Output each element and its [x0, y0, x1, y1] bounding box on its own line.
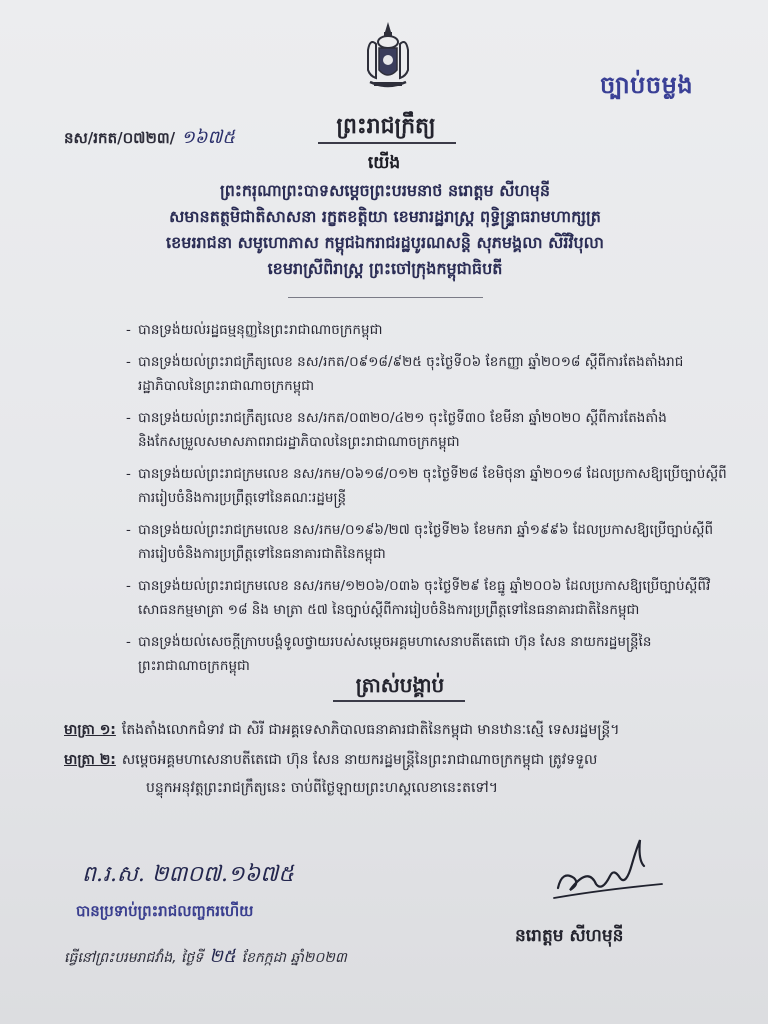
article-text: សម្តេចអគ្គមហាសេនាបតីតេជោ ហ៊ុន សែន នាយករដ្ឋមន្ត្រីនៃព្រះរាជាណាចក្រកម្ពុជា ត្រូវទទួល [121, 752, 598, 768]
clause-item: - បានទ្រង់យល់រដ្ឋធម្មនុញ្ញនៃព្រះរាជាណាចក្រកម្ពុជា [126, 322, 383, 338]
clause-item: - បានទ្រង់យល់ព្រះរាជក្រឹត្យលេខ នស/រកត/០៩១៨/៩២៥ ចុះថ្ងៃទី០៦ ខែកញ្ញា ឆ្នាំ២០១៨ ស្តីពីការតែងតាំងរាជរដ្ឋាភិបាលនៃព្រះរាជាណាចក្រកម្ពុជា [126, 354, 684, 394]
article-2 [64, 746, 744, 802]
royal-titles [120, 178, 650, 282]
clause-text: បានទ្រង់យល់រដ្ឋធម្មនុញ្ញនៃព្រះរាជាណាចក្រកម្ពុជា [138, 322, 383, 338]
royal-title-line: សមានតត្ថមិជាតិសាសនា រក្ខតខត្តិយា ខេមរារដ្ឋរាស្ត្រ ពុទ្ធិន្ទ្រាធរាមហាក្សត្រ [169, 207, 601, 226]
page-title: ព្រះរាជក្រឹត្យ [336, 114, 436, 139]
royal-title-line: ព្រះករុណាព្រះបាទសម្តេចព្រះបរមនាថ នរោត្តម សីហមុនី [219, 181, 551, 200]
clause-text: បានទ្រង់យល់សេចក្តីក្រាបបង្គំទូលថ្វាយរបស់សម្តេចអគ្គមហាសេនាបតីតេជោ ហ៊ុន សែន នាយករដ្ឋមន្ត្រីនៃព្រះរាជាណាចក្រកម្ពុជា [138, 634, 652, 674]
preamble-clauses [128, 318, 728, 686]
clause-text: បានទ្រង់យល់ព្រះរាជក្រឹត្យលេខ នស/រកត/០៩១៨/៩២៥ ចុះថ្ងៃទី០៦ ខែកញ្ញា ឆ្នាំ២០១៨ ស្តីពីការតែងតាំងរាជរដ្ឋាភិបាលនៃព្រះរាជាណាចក្រកម្ពុជា [138, 354, 684, 394]
article-label: មាត្រា ១: [64, 722, 116, 738]
article-label: មាត្រា ២: [64, 752, 116, 768]
section-divider [288, 297, 483, 298]
decree-reference [64, 125, 235, 152]
signer-name: នរោត្តម សីហមុនី [515, 926, 624, 946]
clause-text: បានទ្រង់យល់ព្រះរាជក្រមលេខ នស/រកម/០៦១៨/០១២ ចុះថ្ងៃទី២៨ ខែមិថុនា ឆ្នាំ២០១៨ ដែលប្រកាសឱ្យប្រើច្បាប់ស្តីពីការរៀបចំនិងការប្រព្រឹត្តទៅនៃគណៈរដ្ឋមន្ត្រី [138, 466, 727, 506]
place-date-prefix: ធ្វើនៅព្រះបរមរាជវាំង, ថ្ងៃទី [64, 950, 204, 966]
article-text-continued: បន្ទុកអនុវត្តព្រះរាជក្រឹត្យនេះ ចាប់ពីថ្ងៃឡាយព្រះហស្តលេខានេះតទៅ។ [146, 780, 498, 796]
title-underline [318, 142, 456, 144]
copy-stamp: ច្បាប់ចម្លង [600, 71, 694, 99]
reference-prefix: នស/រកត/០៧២៣/ [64, 129, 176, 147]
clause-item: - បានទ្រង់យល់សេចក្តីក្រាបបង្គំទូលថ្វាយរបស់សម្តេចអគ្គមហាសេនាបតីតេជោ ហ៊ុន សែន នាយករដ្ឋមន្ត្រីនៃព្រះរាជាណាចក្រកម្ពុជា [126, 634, 652, 674]
royal-title-line: ខេមរាស្រីពិរាស្ត្រ ព្រះចៅក្រុងកម្ពុជាធិបតី [267, 259, 503, 278]
place-and-date [64, 944, 347, 971]
article-text: តែងតាំងលោកជំទាវ ជា សិរី ជាអគ្គទេសាភិបាលធនាគារជាតិនៃកម្ពុជា មានឋានៈស្មើ ទេសរដ្ឋមន្ត្រី។ [121, 722, 620, 738]
clause-item: - បានទ្រង់យល់ព្រះរាជក្រឹត្យលេខ នស/រកត/០៣២០/៤២១ ចុះថ្ងៃទី៣០ ខែមីនា ឆ្នាំ២០២០ ស្តីពីការតែងតាំងនិងកែសម្រួលសមាសភាពរាជរដ្ឋាភិបាលនៃព្រះរាជាណាចក្រកម្ពុជា [126, 410, 667, 450]
royal-signature [540, 826, 670, 916]
place-date-day: ២៥ [209, 946, 236, 967]
clause-item: - បានទ្រង់យល់ព្រះរាជក្រមលេខ នស/រកម/១២០៦/០៣៦ ចុះថ្ងៃទី២៩ ខែធ្នូ ឆ្នាំ២០០៦ ដែលប្រកាសឱ្យប្រើច្បាប់ស្តីពីវិសោធនកម្មមាត្រា ១៨ និង មាត្រា ៥៧ នៃច្បាប់ស្តីពីការរៀបចំនិងការប្រព្រឹត្តទៅនៃធនាគារជាតិនៃកម្ពុជា [126, 578, 711, 618]
royal-coat-of-arms-icon [360, 20, 416, 92]
clause-text: បានទ្រង់យល់ព្រះរាជក្រមលេខ នស/រកម/១២០៦/០៣៦ ចុះថ្ងៃទី២៩ ខែធ្នូ ឆ្នាំ២០០៦ ដែលប្រកាសឱ្យប្រើច្បាប់ស្តីពីវិសោធនកម្មមាត្រា ១៨ និង មាត្រា ៥៧ នៃច្បាប់ស្តីពីការរៀបចំនិងការប្រព្រឹត្តទៅនៃធនាគារជាតិនៃកម្ពុជា [138, 578, 711, 618]
decree-heading: ត្រាស់បង្គាប់ [355, 673, 445, 697]
clause-text: បានទ្រង់យល់ព្រះរាជក្រឹត្យលេខ នស/រកត/០៣២០/៤២១ ចុះថ្ងៃទី៣០ ខែមីនា ឆ្នាំ២០២០ ស្តីពីការតែងតាំងនិងកែសម្រួលសមាសភាពរាជរដ្ឋាភិបាលនៃព្រះរាជាណាចក្រកម្ពុជា [138, 410, 667, 450]
clause-item: - បានទ្រង់យល់ព្រះរាជក្រមលេខ នស/រកម/០១៩៦/២៧ ចុះថ្ងៃទី២៦ ខែមករា ឆ្នាំ១៩៩៦ ដែលប្រកាសឱ្យប្រើច្បាប់ស្តីពីការរៀបចំនិងការប្រព្រឹត្តទៅនៃធនាគារជាតិនៃកម្ពុជា [126, 522, 714, 562]
place-date-suffix: ខែកក្កដា ឆ្នាំ២០២៣ [241, 950, 347, 966]
reference-number-handwritten: ១៦៧៥ [181, 127, 236, 148]
handwritten-reference: ព.រ.ស. ២៣០៧.១៦៧៥ [82, 862, 294, 887]
clause-text: បានទ្រង់យល់ព្រះរាជក្រមលេខ នស/រកម/០១៩៦/២៧ ចុះថ្ងៃទី២៦ ខែមករា ឆ្នាំ១៩៩៦ ដែលប្រកាសឱ្យប្រើច្បាប់ស្តីពីការរៀបចំនិងការប្រព្រឹត្តទៅនៃធនាគារជាតិនៃកម្ពុជា [138, 522, 714, 562]
decree-heading-underline [333, 700, 465, 702]
royal-title-line: ខេមររាជនា សមូហោភាស កម្ពុជឯករាជរដ្ឋបូរណសន្តិ សុភមង្គលា សិរីវិបុលា [166, 233, 604, 252]
article-1 [64, 716, 744, 744]
royal-seal-statement: បានប្រទាប់ព្រះរាជលញ្ចករហើយ [76, 902, 254, 920]
we-heading: យើង [367, 153, 401, 173]
clause-item: - បានទ្រង់យល់ព្រះរាជក្រមលេខ នស/រកម/០៦១៨/០១២ ចុះថ្ងៃទី២៨ ខែមិថុនា ឆ្នាំ២០១៨ ដែលប្រកាសឱ្យប្រើច្បាប់ស្តីពីការរៀបចំនិងការប្រព្រឹត្តទៅនៃគណៈរដ្ឋមន្ត្រី [126, 466, 727, 506]
